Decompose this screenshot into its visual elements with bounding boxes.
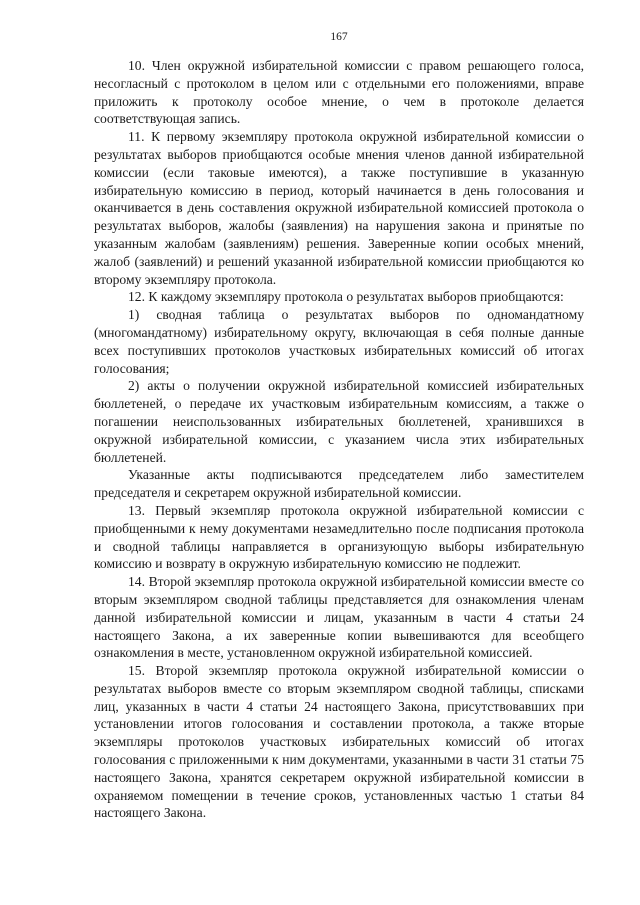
- paragraph-13-first-copy-sending: 13. Первый экземпляр протокола окружной избирательной комиссии с приобщенными к нему документами незамедлительно после подписания протокола и сводной таблицы направляется в организующую выборы избирательную комиссию и возврату в окружную избирательную комиссию не подлежит.: [94, 502, 584, 572]
- paragraph-12-item-1-summary-table: 1) сводная таблица о результатах выборов по одномандатному (многомандатному) избирательному округу, включающая в себя полные данные всех поступивших протоколов участковых избирательных комиссий об итогах голосования;: [94, 307, 584, 376]
- paragraph-10-dissenting-opinion: 10. Член окружной избирательной комиссии с правом решающего голоса, несогласный с протоколом в целом или с отдельными его положениями, вправе приложить к протоколу особое мнение, о чем в протоколе делается соответствующая запись.: [94, 58, 584, 127]
- paragraph-11-first-copy-attachments: 11. К первому экземпляру протокола окружной избирательной комиссии о результатах выборов приобщаются особые мнения членов данной избирательной комиссии (если таковые имеются), а также поступившие в указанную избирательную комиссию в период, который начинается в день голосования и оканчивается в день составления окружной избирательной комиссией протокола о результатах выборов, жалобы (заявления) на нарушения закона и принятые по указанным жалобам (заявлениям) решения. Заверенные копии особых мнений, жалоб (заявлений) и решений указанной избирательной комиссии приобщаются ко второму экземпляру протокола.: [94, 129, 584, 287]
- paragraph-12-item-2-ballot-acts: 2) акты о получении окружной избирательной комиссией избирательных бюллетеней, о передаче их участковым избирательным комиссиям, а также о погашении неиспользованных избирательных бюллетеней, хранившихся в окружной избирательной комиссии, с указанием числа этих избирательных бюллетеней.: [94, 378, 584, 465]
- page-number: 167: [330, 31, 348, 43]
- paragraph-14-second-copy-review: 14. Второй экземпляр протокола окружной избирательной комиссии вместе со вторым экземпляром сводной таблицы представляется для ознакомления членам данной избирательной комиссии и лицам, указанным в части 4 статьи 24 настоящего Закона, а их заверенные копии вывешиваются для всеобщего ознакомления в месте, установленном окружной избирательной комиссией.: [94, 574, 584, 661]
- paragraph-acts-signing: Указанные акты подписываются председателем либо заместителем председателя и секретарем окружной избирательной комиссии.: [94, 467, 584, 501]
- paragraph-12-attachments-intro: 12. К каждому экземпляру протокола о результатах выборов приобщаются:: [128, 289, 564, 305]
- paragraph-15-second-copy-storage: 15. Второй экземпляр протокола окружной избирательной комиссии о результатах выборов вместе со вторым экземпляром сводной таблицы, списками лиц, указанных в части 4 статьи 24 настоящего Закона, присутствовавших при установлении итогов голосования и составлении протокола, а также вторые экземпляры протоколов участковых избирательных комиссий об итогах голосования с приложенными к ним документами, указанными в части 31 статьи 75 настоящего Закона, хранятся секретарем окружной избирательной комиссии в охраняемом помещении в течение сроков, установленных частью 1 статьи 84 настоящего Закона.: [94, 663, 584, 821]
- document-page: [94, 30, 584, 822]
